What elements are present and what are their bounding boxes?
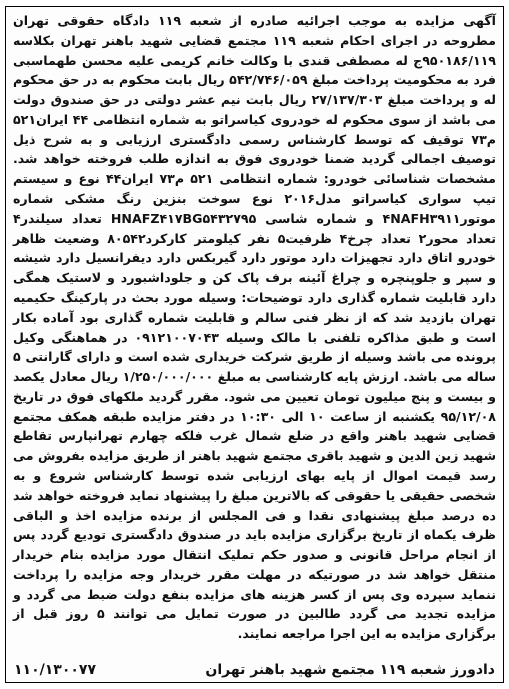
auction-notice xyxy=(5,6,504,683)
notice-signature: دادورز شعبه ۱۱۹ مجتمع شهید باهنر تهران xyxy=(205,662,495,678)
notice-body-text: آگهی مزایده به موجب اجرائیه صادره از شعبه ۱۱۹ دادگاه حقوقی تهران مطروحه در اجرای احکام شعبه ۱۱۹ مجتمع قضایی شهید باهنر تهران بکلاسه ۹۵۰۱۸۶/۱۱۹ج له مصطفی قندی با وکالت خانم کریمی علیه محسن طهماسبی فرد به محکومیت پرداخت مبلغ ۵۴۲/۷۴۶/۰۵۹ ریال بابت محکوم به در حق محکوم له و پرداخت مبلغ ۲۷/۱۳۷/۳۰۳ ریال بابت نیم عشر دولتی در حق صندوق دولت می باشد از سوی محکوم له خودروی کیاسراتو به شماره انتظامی ۴۴ ایران۵۲۱ م۷۳ توقیف که توسط کارشناس رسمی دادگستری ارزیابی و به شرح ذیل توصیف اجمالی گردید ضمنا خودروی فوق به اندازه طلب فروخته خواهد شد. مشخصات شناسائی خودرو: شماره انتظامی ۵۲۱ م۷۳ ایران۴۴ نوع و سیستم تیپ سواری کیاسراتو مدل۲۰۱۶ نوع سوخت بنزین رنگ مشکی شماره موتور۴NAFH۳۹۱۱ و شماره شاسی HNAFZ۴۱۷BG۵۴۳۲۷۹۵ تعداد سیلندر۴ تعداد محور۲ تعداد چرخ۴ ظرفیت۵ نفر کیلومتر کارکرد۸۰۵۴۲ وضعیت ظاهر خودرو اتاق دارد تجهیزات دارد موتور دارد گیربکس دارد دیفرانسیل دارد شیشه و سپر و جلوپنچره و چراغ آئینه برف پاک کن و جلوداشبورد و لاستیک همگی دارد قابلیت شماره گذاری دارد توضیحات: وسیله مورد بحث در پارکینگ حکیمیه تهران بازدید شد که از نظر فنی سالم و قابلیت شماره گذاری بود آماده بکار است و طبق مذاکره تلفنی با مالک وسیله ۰۹۱۲۱۰۰۷۰۴۳ در هماهنگی وکیل پرونده می باشد وسیله از طریق شرکت خریداری شده است و دارای گارانتی ۵ ساله می باشد. ارزش پایه کارشناسی به مبلغ ۱/۲۵۰/۰۰۰/۰۰۰ ریال معادل یکصد و بیست و پنج میلیون تومان تعیین می شود. مقرر گردید ملکهای فوق در تاریخ ۹۵/۱۲/۰۸ یکشنبه از ساعت ۱۰ الی ۱۰:۳۰ در دفتر مزایده طبقه همکف مجتمع قضایی شهید باهنر واقع در ضلع شمال غرب فلکه چهارم تهرانپارس تقاطع شهید زین الدین و شهید باقری مجتمع شهید باهنر از طریق مزایده بفروش می رسد قیمت اموال از پایه بهای ارزیابی شده توسط کارشناس شروع و به شخصی حقیقی یا حقوقی که بالاترین مبلغ را پیشنهاد نماید فروخته خواهد شد ده درصد مبلغ پیشنهادی نقدا و فی المجلس از برنده مزایده اخذ و الباقی ظرف یکماه از تاریخ برگزاری مزایده باید در صندوق دادگستری تودیع گردد پس از انجام مراحل قانونی و صدور حکم تملیک انتقال مورد مزایده بنام خریدار منتقل خواهد شد در صورتیکه در مهلت مقرر خریدار وجه مزایده را پرداخت ننماید سپرده وی پس از کسر هزینه های مزایده بنفع دولت ضبط می گردد و مزایده تجدید می گردد طالبین در صورت تمایل می توانند ۵ روز قبل از برگزاری مزایده به این اجرا مراجعه نمایند. xyxy=(13,13,496,642)
notice-footer xyxy=(14,656,495,678)
notice-reference-number: ۱۱۰/۱۳۰۰۷۷ xyxy=(14,662,97,678)
